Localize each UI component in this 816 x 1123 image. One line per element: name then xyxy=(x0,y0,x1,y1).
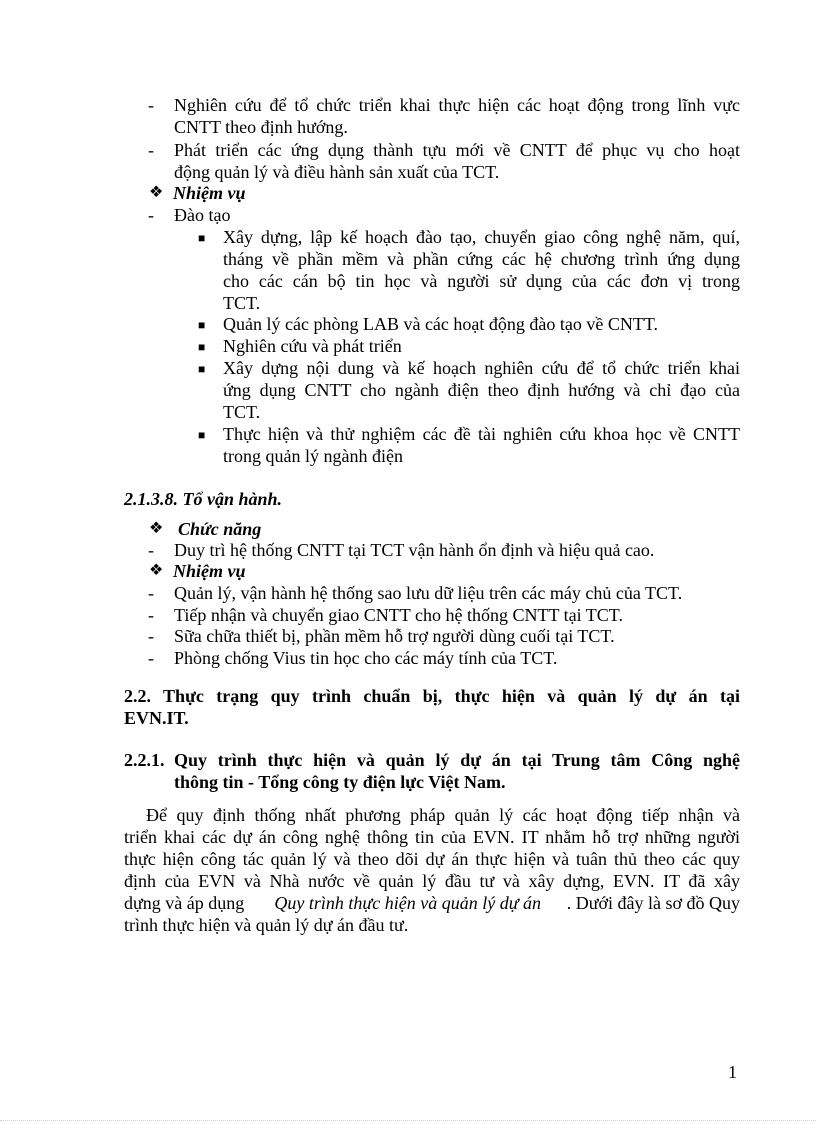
sub-list-item-text: TCT. xyxy=(223,293,261,313)
paragraph-text-segment: dựng và áp dụng xyxy=(124,893,249,913)
diamond-bullet-icon: ❖ xyxy=(149,184,164,201)
diamond-bullet-icon: ❖ xyxy=(149,562,164,579)
paragraph-text: triển khai các dự án công nghệ thông tin của EVN. IT nhằm hỗ trợ những người xyxy=(124,827,740,847)
subsection-title: Quy trình thực hiện và quản lý dự án tại Trung tâm Công nghệ xyxy=(174,750,740,770)
dash-bullet: - xyxy=(148,605,154,625)
square-bullet-icon: ■ xyxy=(198,318,206,332)
section-title: 2.2. Thực trạng quy trình chuẩn bị, thực hiện và quản lý dự án tại xyxy=(124,686,740,706)
sub-list-item-text: Xây dựng, lập kế hoạch đào tạo, chuyển giao công nghệ năm, quí, xyxy=(223,227,740,247)
sub-list-item-text: Thực hiện và thử nghiệm các đề tài nghiên cứu khoa học về CNTT xyxy=(223,424,740,444)
dash-bullet: - xyxy=(148,205,154,225)
dash-bullet: - xyxy=(148,95,154,115)
heading-text: Nhiệm vụ xyxy=(173,561,246,581)
paragraph-text: trình thực hiện và quản lý dự án đầu tư. xyxy=(124,915,409,935)
square-bullet-icon: ■ xyxy=(198,231,206,245)
paragraph-text: thực hiện công tác quản lý và theo dõi dự án thực hiện và tuân thủ theo các quy xyxy=(124,849,740,869)
sub-list-item-text: trong quản lý ngành điện xyxy=(223,446,403,466)
list-item-text: CNTT theo định hướng. xyxy=(174,117,348,137)
sub-list-item-text: TCT. xyxy=(223,402,261,422)
section-title: EVN.IT. xyxy=(124,708,189,728)
sub-list-item-text: Nghiên cứu và phát triển xyxy=(223,336,402,356)
list-item-text: Phòng chống Vius tin học cho các máy tính của TCT. xyxy=(174,648,558,668)
list-item-text: động quản lý và điều hành sản xuất của TCT. xyxy=(174,162,500,182)
square-bullet-icon: ■ xyxy=(198,428,206,442)
list-item-text: Nghiên cứu để tổ chức triển khai thực hiện các hoạt động trong lĩnh vực xyxy=(174,95,740,115)
subsection-title: thông tin - Tổng công ty điện lực Việt Nam. xyxy=(174,772,506,792)
sub-list-item-text: Xây dựng nội dung và kế hoạch nghiên cứu để tổ chức triển khai xyxy=(223,358,740,378)
paragraph-text: định của EVN và Nhà nước về quản lý đầu tư và xây dựng, EVN. IT đã xây xyxy=(124,871,740,891)
page-number: 1 xyxy=(728,1062,737,1082)
sub-list-item-text: cho các cán bộ tin học và người sử dụng của các đơn vị trong xyxy=(223,271,740,291)
section-title: 2.1.3.8. Tổ vận hành. xyxy=(124,489,283,509)
italic-title: Quy trình thực hiện và quản lý dự án xyxy=(274,893,542,913)
diamond-bullet-icon: ❖ xyxy=(149,520,164,537)
square-bullet-icon: ■ xyxy=(198,340,206,354)
sub-list-item-text: tháng về phần mềm và phần cứng các hệ chương trình ứng dụng xyxy=(223,249,740,269)
dash-bullet: - xyxy=(148,626,154,646)
dash-bullet: - xyxy=(148,540,154,560)
subsection-number: 2.2.1. xyxy=(124,750,165,770)
dash-bullet: - xyxy=(148,648,154,668)
paragraph-text xyxy=(124,892,740,914)
paragraph-text-segment: . Dưới đây là sơ đồ Quy xyxy=(566,893,740,913)
list-item-text: Quản lý, vận hành hệ thống sao lưu dữ liệu trên các máy chủ của TCT. xyxy=(174,583,683,603)
list-item-text: Sữa chữa thiết bị, phần mềm hỗ trợ người dùng cuối tại TCT. xyxy=(174,626,615,646)
list-item-text: Phát triển các ứng dụng thành tựu mới về CNTT để phục vụ cho hoạt xyxy=(174,140,740,160)
sub-list-item-text: Quản lý các phòng LAB và các hoạt động đào tạo về CNTT. xyxy=(223,314,659,334)
sub-list-item-text: ứng dụng CNTT cho ngành điện theo định hướng và chỉ đạo của xyxy=(223,380,740,400)
list-item-text: Tiếp nhận và chuyển giao CNTT cho hệ thống CNTT tại TCT. xyxy=(174,605,623,625)
list-item-text: Duy trì hệ thống CNTT tại TCT vận hành ổn định và hiệu quả cao. xyxy=(174,540,655,560)
dash-bullet: - xyxy=(148,140,154,160)
paragraph-text: Để quy định thống nhất phương pháp quản lý các hoạt động tiếp nhận và xyxy=(146,805,740,825)
dash-bullet: - xyxy=(148,583,154,603)
list-item-text: Đào tạo xyxy=(174,205,231,225)
heading-text: Nhiệm vụ xyxy=(173,183,246,203)
square-bullet-icon: ■ xyxy=(198,362,206,376)
page-bottom-divider xyxy=(0,1120,816,1121)
heading-text: Chức năng xyxy=(178,519,262,539)
